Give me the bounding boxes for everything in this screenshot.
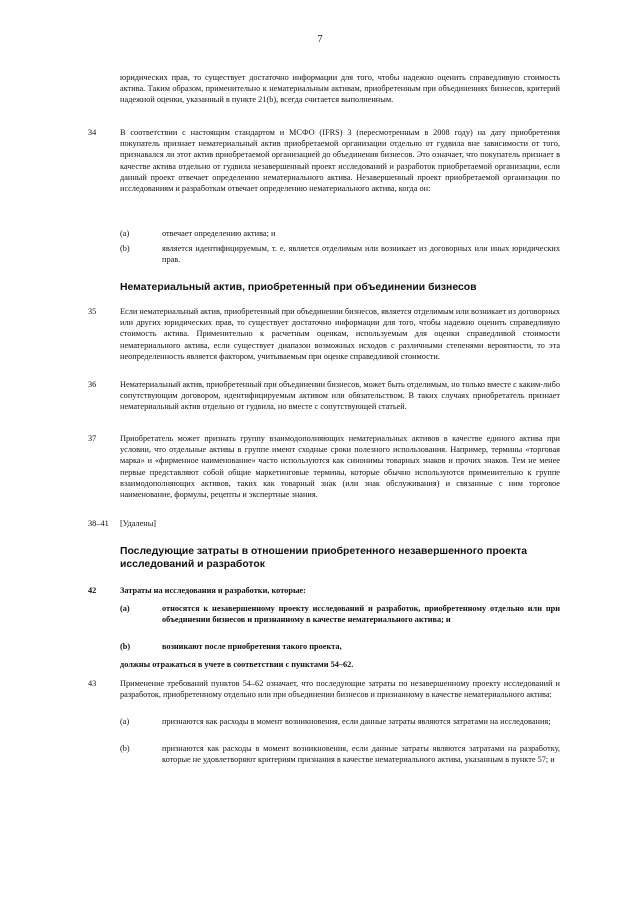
paragraph-number: 43: [88, 679, 97, 688]
paragraph-text: юридических прав, то существует достаточно информации для того, чтобы надежно оценить справедливую стоимость актива. Таким образом, применительно к нематериальным активам, приобретенным при объединениях бизнесов, критерий надежной оценки, указанный в пункте 21(b), всегда считается выполненным.: [120, 73, 560, 105]
list-item: [120, 716, 560, 727]
list-item: [120, 243, 560, 265]
paragraph-36: [88, 379, 560, 413]
list-item: [120, 641, 560, 652]
paragraph-38-41: [88, 518, 560, 529]
list-item-label: (a): [120, 604, 130, 613]
paragraph-number: 42: [88, 586, 97, 595]
paragraph-number: 34: [88, 128, 97, 137]
list-item-label: (a): [120, 229, 130, 238]
paragraph-text: [Удалены]: [120, 519, 157, 528]
section-heading: Нематериальный актив, приобретенный при объединении бизнесов: [120, 282, 477, 293]
paragraph-text: Если нематериальный актив, приобретенный при объединении бизнесов, является отделимым или возникает из договорных или других юридических прав, то существует достаточно информации для того, чтобы надежно оценить справедливую стоимость актива. Применительно к расчетным оценкам, используемым для оценки справедливой стоимости нематериального актива, если существует диапазон возможных исходов с различными степенями вероятности, то эта неопределенность является фактором, учитываемым при оценке справедливой стоимости.: [120, 307, 560, 361]
paragraph-text: В соответствии с настоящим стандартом и МСФО (IFRS) 3 (пересмотренным в 2008 году) на дату приобретения покупатель признает нематериальный актив приобретаемой организации отдельно от гудвила вне зависимости от того, признавался ли этот актив приобретаемой организацией до объединения бизнесов. Это означает, что покупатель признает в качестве актива отдельно от гудвила незавершенный проект исследований и разработок приобретаемой организации, если данный проект отвечает определению нематериального актива. Незавершенный проект приобретаемой организации по исследованиям и разработкам отвечает определению нематериального актива, когда он:: [120, 128, 560, 194]
list-item: [120, 603, 560, 625]
paragraph-continued: [88, 72, 560, 106]
list-item-text: отвечает определению актива; и: [162, 229, 276, 238]
paragraph-35: [88, 306, 560, 362]
list-item-text: признаются как расходы в момент возникновения, если данные затраты являются затратами на исследования;: [162, 717, 551, 726]
paragraph-number: 36: [88, 380, 97, 389]
paragraph-text: Нематериальный актив, приобретенный при объединении бизнесов, может быть отделимым, но только вместе с каким-либо сопутствующим договором, идентифицируемым активом или обязательством. В таких случаях приобретатель признает нематериальный актив отдельно от гудвила, но вместе с сопутствующей статьей.: [120, 380, 560, 412]
list-item-label: (b): [120, 744, 130, 753]
page-number: 7: [317, 34, 323, 45]
paragraph-number: 35: [88, 307, 97, 316]
paragraph-42-outro: [120, 659, 560, 670]
paragraph-37: [88, 433, 560, 500]
paragraph-number: 38–41: [88, 519, 109, 528]
paragraph-text: должны отражаться в учете в соответствии с пунктами 54–62.: [120, 660, 354, 669]
list-item-label: (b): [120, 642, 131, 651]
list-item-label: (b): [120, 244, 130, 253]
paragraph-text: Затраты на исследования и разработки, которые:: [120, 586, 306, 595]
list-item-text: относятся к незавершенному проекту исследований и разработок, приобретенному отдельно или при объединении бизнесов и признанному в качестве нематериального актива; и: [162, 604, 560, 625]
list-item-label: (a): [120, 717, 130, 726]
list-item-text: признаются как расходы в момент возникновения, если данные затраты являются затратами на разработку, которые не удовлетворяют критериям признания в качестве нематериального актива, указанным в пункте 57; и: [162, 744, 560, 765]
list-item-text: является идентифицируемым, т. е. является отделимым или возникает из договорных или иных юридических прав.: [162, 244, 560, 265]
list-item: [120, 228, 560, 239]
list-item-text: возникают после приобретения такого проекта,: [162, 642, 342, 651]
list-item: [120, 743, 560, 765]
paragraph-number: 37: [88, 434, 97, 443]
paragraph-34: [88, 127, 560, 194]
section-heading: Последующие затраты в отношении приобретенного незавершенного проекта исследований и разработок: [120, 546, 527, 570]
paragraph-43: [88, 678, 560, 700]
paragraph-text: Приобретатель может признать группу взаимодополняющих нематериальных активов в качестве единого актива при условии, что отдельные активы в группе имеют сходные сроки полезного использования. Например, термины «торговая марка» и «фирменное наименование» часто используются как синонимы товарных знаков и прочих знаков. Тем не менее первые представляют собой общие маркетинговые термины, которые обычно используются применительно к группе взаимодополняющих активов, таких как товарный знак (или знак обслуживания) и связанные с ним торговое наименование, формулы, рецепты и экспертные знания.: [120, 434, 560, 500]
paragraph-42: [88, 585, 560, 596]
paragraph-text: Применение требований пунктов 54–62 означает, что последующие затраты по незавершенному проекту исследований и разработок, приобретенному отдельно или при объединении бизнесов и признанному в качестве нематериального актива:: [120, 679, 560, 700]
